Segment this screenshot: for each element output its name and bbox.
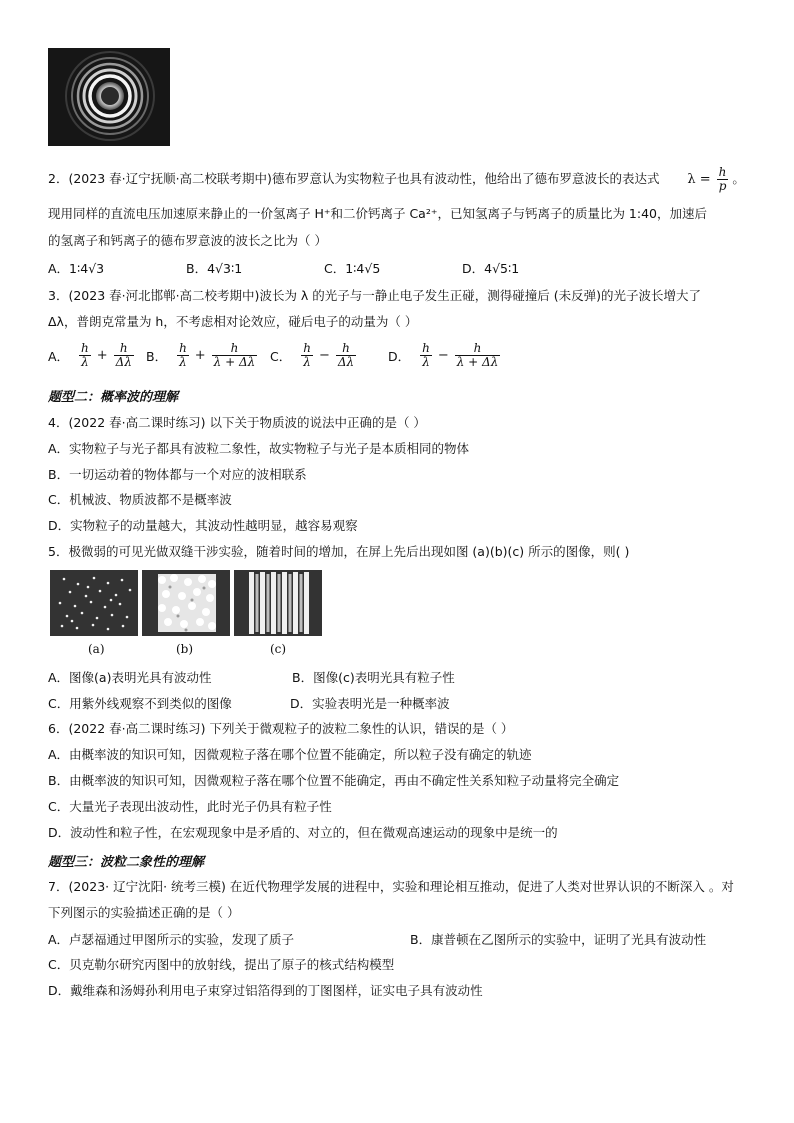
q6-option-c: C．大量光子表现出波动性，此时光子仍具有粒子性 <box>48 799 332 814</box>
q7-option-d: D．戴维森和汤姆孙利用电子束穿过铝箔得到的丁图图样，证实电子具有波动性 <box>48 983 483 998</box>
q4-option-d: D．实物粒子的动量越大，其波动性越明显，越容易观察 <box>48 518 358 533</box>
figure-c-interference-fringes <box>234 570 322 636</box>
q4-option-b: B．一切运动着的物体都与一个对应的波相联系 <box>48 467 307 482</box>
q3-option-b <box>146 342 257 369</box>
q5-option-d: D．实验表明光是一种概率波 <box>290 696 450 711</box>
figure-a-label: (a) <box>88 642 105 656</box>
q2-option-b: B．4√3∶1 <box>186 261 243 276</box>
q3-stem-line2: Δλ，普朗克常量为 h，不考虑相对论效应，碰后电子的动量为（ ） <box>48 314 418 329</box>
q3-option-c-frac1: $\frac{h}{\lambda}$ <box>303 341 311 369</box>
q2-option-d: D．4√5∶1 <box>462 261 520 276</box>
q3-option-b-frac1: $\frac{h}{\lambda}$ <box>179 341 187 369</box>
q6-stem: 6．(2022 春·高二课时练习) 下列关于微观粒子的波粒二象性的认识，错误的是（ ） <box>48 721 514 736</box>
section-heading-2: 题型二：概率波的理解 <box>48 390 179 405</box>
q3-option-d-frac1: $\frac{h}{\lambda}$ <box>422 341 430 369</box>
q3-option-a-frac2: $\frac{h}{\Delta\lambda}$ <box>115 341 132 369</box>
q3-option-d-frac2: $\frac{h}{\lambda + \Delta\lambda}$ <box>456 341 499 369</box>
q2-formula-numerator: h <box>718 165 727 179</box>
q3-option-c-operator: − <box>318 348 330 363</box>
q5-option-c: C．用紫外线观察不到类似的图像 <box>48 696 232 711</box>
q7-stem-line1: 7．(2023· 辽宁沈阳· 统考三模) 在近代物理学发展的进程中，实验和理论相互推动，促进了人类对世界认识的不断深入 。对 <box>48 879 734 894</box>
q3-option-a-frac1: $\frac{h}{\lambda}$ <box>81 341 89 369</box>
q3-option-a-operator: + <box>96 348 108 363</box>
q2-stem-line1 <box>48 166 745 193</box>
q7-option-c: C．贝克勒尔研究丙图中的放射线，提出了原子的核式结构模型 <box>48 957 395 972</box>
q3-option-b-frac2: $\frac{h}{\lambda + \Delta\lambda}$ <box>213 341 256 369</box>
q2-formula-lhs: λ = <box>687 171 711 187</box>
q3-option-d-label: D． <box>388 348 411 364</box>
q4-option-a: A．实物粒子与光子都具有波粒二象性，故实物粒子与光子是本质相同的物体 <box>48 441 470 456</box>
section-heading-3: 题型三：波粒二象性的理解 <box>48 855 205 870</box>
q7-stem-line2: 下列图示的实验描述正确的是（ ） <box>48 905 240 920</box>
q3-option-c-frac2: $\frac{h}{\Delta\lambda}$ <box>337 341 355 369</box>
q7-option-a: A．卢瑟福通过甲图所示的实验，发现了质子 <box>48 932 295 947</box>
q2-stem-line2: 现用同样的直流电压加速原来静止的一价氢离子 H⁺和二价钙离子 Ca²⁺，已知氢离子与钙离子的质量比为 1:40，加速后 <box>48 206 707 221</box>
q3-option-d-operator: − <box>437 348 449 363</box>
q2-option-c: C．1∶4√5 <box>324 261 381 276</box>
figure-b-svg <box>142 570 230 636</box>
diffraction-ring-svg <box>48 48 170 146</box>
q4-option-c: C．机械波、物质波都不是概率波 <box>48 492 232 507</box>
figure-c-label: (c) <box>270 642 287 656</box>
diffraction-ring-image <box>48 48 170 146</box>
q3-option-c <box>270 342 356 369</box>
figure-b-label: (b) <box>176 642 194 656</box>
q3-option-b-label: B． <box>146 348 168 364</box>
q6-option-a: A．由概率波的知识可知，因微观粒子落在哪个位置不能确定，所以粒子没有确定的轨迹 <box>48 747 532 762</box>
q5-option-a: A．图像(a)表明光具有波动性 <box>48 670 212 685</box>
q2-formula-denominator: p <box>718 179 727 193</box>
q5-stem: 5．极微弱的可见光做双缝干涉实验，随着时间的增加，在屏上先后出现如图 (a)(b)(c) 所示的图像，则( ) <box>48 544 630 559</box>
q2-option-a: A．1∶4√3 <box>48 261 105 276</box>
q3-option-a-label: A． <box>48 348 70 364</box>
q4-stem: 4．(2022 春·高二课时练习) 以下关于物质波的说法中正确的是（ ） <box>48 415 426 430</box>
q3-option-a <box>48 342 134 369</box>
q5-option-b: B．图像(c)表明光具有粒子性 <box>292 670 455 685</box>
q3-stem-line1: 3．(2023 春·河北邯郸·高二校考期中)波长为 λ 的光子与一静止电子发生正碰，测得碰撞后 (未反弹)的光子波长增大了 <box>48 288 702 303</box>
figure-c-svg <box>234 570 322 636</box>
figure-b-dense-dots <box>142 570 230 636</box>
q3-option-c-label: C． <box>270 348 292 364</box>
q2-formula-end: 。 <box>732 171 745 186</box>
q6-option-b: B．由概率波的知识可知，因微观粒子落在哪个位置不能确定，再由不确定性关系知粒子动量将完全确定 <box>48 773 620 788</box>
q2-stem-text: 2．(2023 春·辽宁抚顺·高二校联考期中)德布罗意认为实物粒子也具有波动性，他给出了德布罗意波长的表达式 <box>48 171 660 186</box>
q7-option-b: B．康普顿在乙图所示的实验中，证明了光具有波动性 <box>410 932 707 947</box>
q2-formula-fraction <box>717 166 729 193</box>
q2-stem-line3: 的氢离子和钙离子的德布罗意波的波长之比为（ ） <box>48 233 327 248</box>
q3-option-b-operator: + <box>194 348 206 363</box>
figure-a-svg <box>50 570 138 636</box>
q3-option-d <box>388 342 500 369</box>
figure-a-scattered-dots <box>50 570 138 636</box>
q6-option-d: D．波动性和粒子性，在宏观现象中是矛盾的、对立的，但在微观高速运动的现象中是统一的 <box>48 825 558 840</box>
